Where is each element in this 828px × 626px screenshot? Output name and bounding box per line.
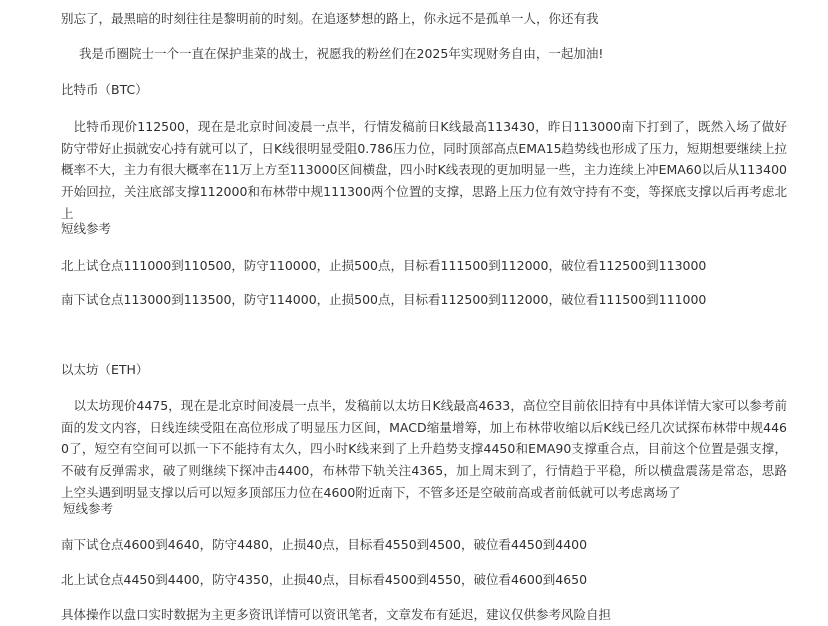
btc-short-plan: 南下试仓点113000到113500，防守114000，止损500点，目标看112500到112000，破位看111500到111000: [61, 292, 707, 307]
footer-disclaimer: 具体操作以盘口实时数据为主更多资讯详情可以资讯笔者，文章发布有延迟，建议仅供参考风险自担: [61, 607, 612, 622]
btc-short-term-ref-heading: 短线参考: [61, 221, 112, 236]
eth-short-plan: 南下试仓点4600到4640，防守4480，止损40点，目标看4550到4500，破位看4450到4400: [61, 537, 588, 552]
eth-long-plan: 北上试仓点4450到4400，防守4350，止损40点，目标看4500到4550，破位看4600到4650: [61, 572, 588, 587]
eth-analysis: 以太坊现价4475，现在是北京时间凌晨一点半，发稿前以太坊日K线最高4633，高位空目前依旧持有中具体详情大家可以参考前面的发文内容，日线连续受阻在高位形成了明显压力区间，MACD缩量增筹，加上布林带收缩以后K线已经几次试探布林带中规4460了，短空有空间可以抓一下不能持有太久，四小时K线来到了上升趋势支撑4450和EMA90支撑重合点，目前这个位置是强支撑，不破有反弹需求，破了则继续下探冲击4400，布林带下轨关注4365，加上周末到了，行情趋于平稳，所以横盘震荡是常态，思路上空头遇到明显支撑以后可以短多顶部压力位在4600附近南下，不管多还是空破前高或者前低就可以考虑离场了: [61, 398, 787, 500]
btc-analysis: 比特币现价112500，现在是北京时间凌晨一点半，行情发稿前日K线最高113430，昨日113000南下打到了，既然入场了做好防守带好止损就安心持有就可以了，日K线很明显受阻0.786压力位，同时顶部高点EMA15趋势线也形成了压力，短期想要继续上拉概率不大，主力有很大概率在11万上方至113000区间横盘，四小时K线表现的更加明显一些，主力连续上冲EMA60以后从113400开始回拉，关注底部支撑112000和布林带中规111300两个位置的支撑，思路上压力位有效守持有不变，等探底支撑以后再考虑北上: [61, 119, 787, 221]
btc-long-plan: 北上试仓点111000到110500，防守110000，止损500点，目标看111500到112000，破位看112500到113000: [61, 258, 707, 273]
intro-line-1: 别忘了，最黑暗的时刻往往是黎明前的时刻。在追逐梦想的路上，你永远不是孤单一人，你还有我: [61, 11, 599, 26]
eth-short-term-ref-heading: 短线参考: [63, 501, 114, 516]
eth-heading: 以太坊（ETH）: [61, 362, 149, 377]
btc-heading: 比特币（BTC）: [61, 82, 148, 97]
intro-line-2: 我是币圈院士一个一直在保护韭菜的战士，祝愿我的粉丝们在2025年实现财务自由，一起加油!: [79, 46, 604, 61]
